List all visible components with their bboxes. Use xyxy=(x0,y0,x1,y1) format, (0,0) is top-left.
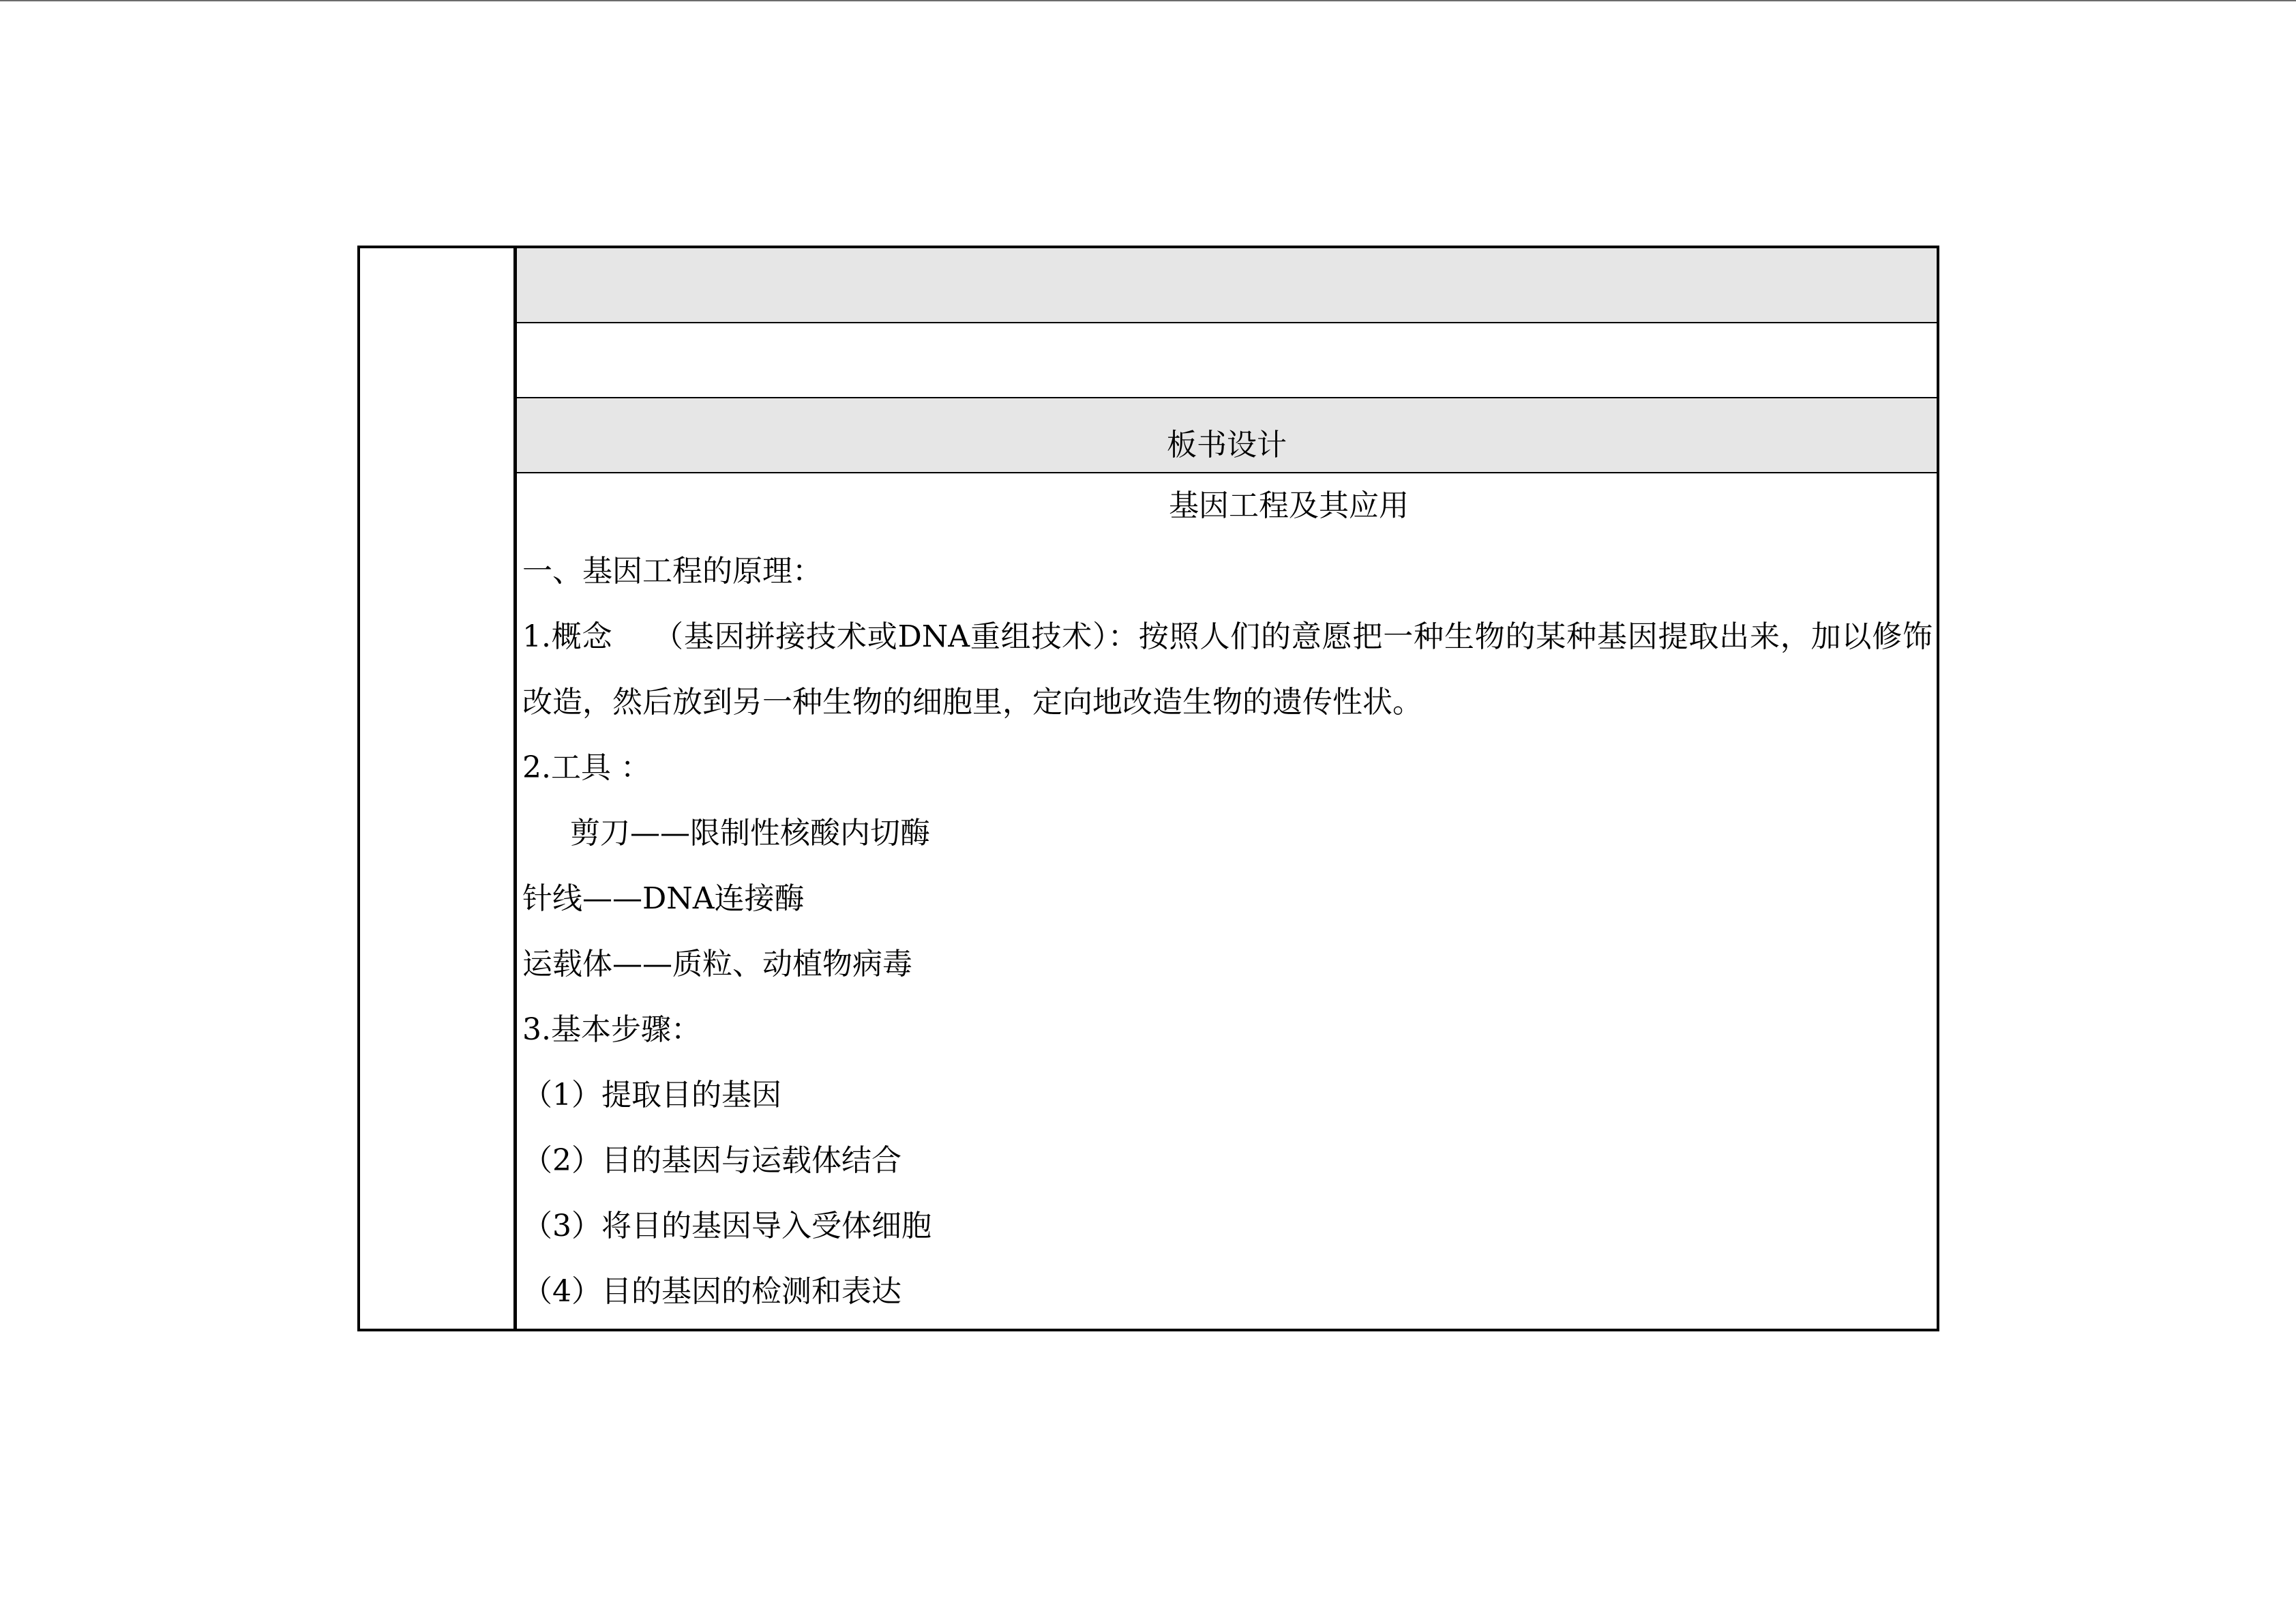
right-column xyxy=(517,248,1937,1329)
concept-paragraph: 1.概念 （基因拼接技术或DNA重组技术）：按照人们的意愿把一种生物的某种基因提取出来，加以修饰改造，然后放到另一种生物的细胞里，定向地改造生物的遗传性状。 xyxy=(522,619,1933,720)
step-item-2: （2）目的基因与运载体结合 xyxy=(522,1143,901,1178)
board-title: 基因工程及其应用 xyxy=(1169,488,1409,523)
lesson-table xyxy=(357,246,1939,1331)
gray-empty-row xyxy=(517,248,1937,323)
tools-heading: 2.工具 ： xyxy=(522,750,651,785)
board-design-header: 板书设计 xyxy=(1167,428,1287,462)
page-top-border xyxy=(0,0,2296,1)
white-empty-row xyxy=(517,323,1937,398)
tool-item-vector: 运载体——质粒、动植物病毒 xyxy=(522,947,912,981)
step-item-3: （3）将目的基因导入受体细胞 xyxy=(522,1209,931,1243)
steps-heading: 3.基本步骤： xyxy=(522,1012,701,1047)
section-principle-heading: 一、基因工程的原理： xyxy=(522,554,822,589)
tool-item-scissors: 剪刀——限制性核酸内切酶 xyxy=(570,816,930,851)
tool-item-needle-thread: 针线——DNA连接酶 xyxy=(522,881,805,916)
board-design-header-row xyxy=(517,398,1937,473)
step-item-4: （4）目的基因的检测和表达 xyxy=(522,1274,901,1309)
left-column-cell xyxy=(360,248,517,1329)
step-item-1: （1）提取目的基因 xyxy=(522,1078,781,1112)
board-design-content xyxy=(517,473,1937,1329)
